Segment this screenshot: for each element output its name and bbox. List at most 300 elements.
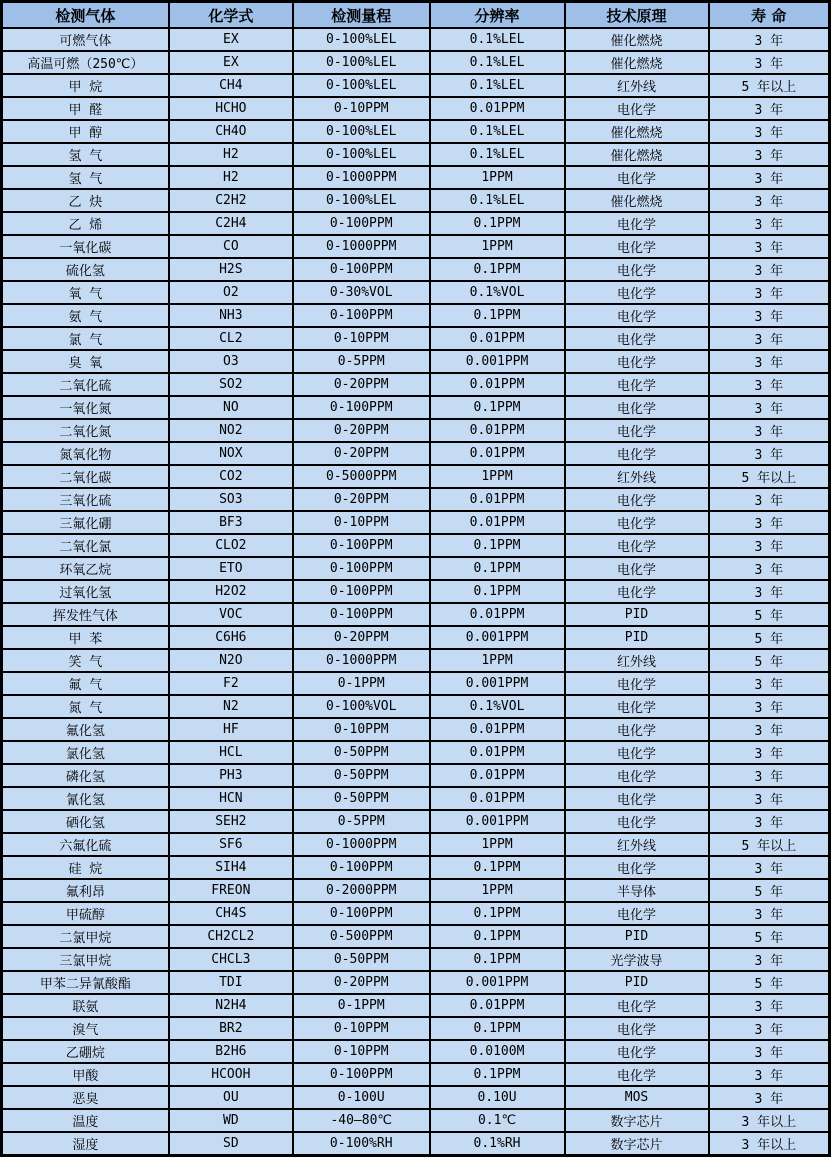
cell-gas: 恶臭 [2,1086,169,1109]
table-row [2,1086,830,1109]
cell-gas: 湿度 [2,1132,169,1156]
cell-range: 0-20PPM [293,373,430,396]
cell-lifespan: 3 年 [709,258,830,281]
cell-gas: 甲 醛 [2,97,169,120]
cell-lifespan: 3 年 [709,672,830,695]
cell-range: 0-10PPM [293,511,430,534]
cell-lifespan: 3 年 [709,948,830,971]
cell-range: 0-50PPM [293,787,430,810]
cell-gas: 乙 烯 [2,212,169,235]
table-row [2,258,830,281]
cell-gas: 一氧化碳 [2,235,169,258]
cell-resolution: 0.01PPM [430,442,565,465]
table-row [2,166,830,189]
cell-range: 0-50PPM [293,948,430,971]
cell-resolution: 0.1℃ [430,1109,565,1132]
cell-resolution: 0.01PPM [430,327,565,350]
cell-resolution: 0.1%VOL [430,281,565,304]
cell-principle: 电化学 [565,741,709,764]
cell-gas: 挥发性气体 [2,603,169,626]
cell-gas: 氰化氢 [2,787,169,810]
cell-formula: VOC [169,603,293,626]
cell-formula: CLO2 [169,534,293,557]
cell-principle: 催化燃烧 [565,189,709,212]
cell-range: 0-5000PPM [293,465,430,488]
cell-resolution: 0.001PPM [430,672,565,695]
cell-range: 0-30%VOL [293,281,430,304]
cell-gas: 乙 炔 [2,189,169,212]
cell-range: 0-100%LEL [293,74,430,97]
cell-formula: NO2 [169,419,293,442]
cell-formula: EX [169,28,293,51]
cell-lifespan: 3 年以上 [709,1132,830,1156]
table-row [2,327,830,350]
cell-range: 0-500PPM [293,925,430,948]
cell-principle: 电化学 [565,350,709,373]
cell-range: 0-100PPM [293,580,430,603]
cell-lifespan: 3 年 [709,97,830,120]
cell-principle: 电化学 [565,212,709,235]
cell-gas: 硒化氢 [2,810,169,833]
cell-gas: 氧 气 [2,281,169,304]
cell-lifespan: 5 年 [709,879,830,902]
cell-resolution: 0.01PPM [430,97,565,120]
table-row [2,948,830,971]
table-row [2,672,830,695]
cell-principle: MOS [565,1086,709,1109]
cell-lifespan: 5 年以上 [709,465,830,488]
cell-resolution: 0.10U [430,1086,565,1109]
cell-gas: 联氨 [2,994,169,1017]
cell-principle: 红外线 [565,465,709,488]
cell-range: 0-100PPM [293,603,430,626]
cell-range: 0-100PPM [293,258,430,281]
cell-formula: O3 [169,350,293,373]
cell-principle: 电化学 [565,304,709,327]
cell-range: 0-100U [293,1086,430,1109]
cell-principle: 催化燃烧 [565,51,709,74]
cell-gas: 六氟化硫 [2,833,169,856]
cell-formula: HCOOH [169,1063,293,1086]
table-row [2,856,830,879]
cell-principle: 电化学 [565,580,709,603]
cell-formula: CHCL3 [169,948,293,971]
cell-lifespan: 3 年 [709,534,830,557]
cell-principle: 电化学 [565,1017,709,1040]
cell-lifespan: 3 年 [709,994,830,1017]
cell-formula: C6H6 [169,626,293,649]
cell-formula: H2 [169,166,293,189]
cell-gas: 二氧化氮 [2,419,169,442]
table-row [2,534,830,557]
cell-gas: 三氧化硫 [2,488,169,511]
cell-resolution: 0.1PPM [430,304,565,327]
cell-lifespan: 3 年 [709,1040,830,1063]
cell-resolution: 0.1PPM [430,557,565,580]
table-row [2,419,830,442]
cell-gas: 二氧化氯 [2,534,169,557]
table-row [2,580,830,603]
column-header-formula: 化学式 [169,2,293,29]
cell-range: 0-100PPM [293,304,430,327]
column-header-resolution: 分辨率 [430,2,565,29]
cell-range: 0-100PPM [293,902,430,925]
cell-formula: WD [169,1109,293,1132]
cell-gas: 氢 气 [2,166,169,189]
cell-formula: C2H4 [169,212,293,235]
cell-lifespan: 3 年 [709,350,830,373]
cell-principle: PID [565,971,709,994]
cell-principle: 红外线 [565,74,709,97]
table-row [2,764,830,787]
cell-principle: 数字芯片 [565,1132,709,1156]
cell-formula: C2H2 [169,189,293,212]
cell-gas: 氨 气 [2,304,169,327]
cell-formula: HCHO [169,97,293,120]
cell-gas: 过氧化氢 [2,580,169,603]
cell-resolution: 0.1PPM [430,856,565,879]
table-row [2,97,830,120]
cell-range: 0-20PPM [293,419,430,442]
cell-resolution: 1PPM [430,235,565,258]
cell-lifespan: 3 年 [709,695,830,718]
cell-resolution: 0.1%LEL [430,74,565,97]
cell-range: 0-100%LEL [293,51,430,74]
cell-lifespan: 3 年 [709,419,830,442]
cell-principle: 催化燃烧 [565,28,709,51]
cell-lifespan: 5 年以上 [709,74,830,97]
cell-range: 0-100PPM [293,534,430,557]
cell-formula: PH3 [169,764,293,787]
cell-gas: 甲苯二异氰酸酯 [2,971,169,994]
cell-lifespan: 3 年 [709,1063,830,1086]
column-header-range: 检测量程 [293,2,430,29]
table-row [2,1109,830,1132]
cell-lifespan: 3 年 [709,902,830,925]
cell-range: 0-10PPM [293,718,430,741]
cell-formula: OU [169,1086,293,1109]
cell-formula: HF [169,718,293,741]
cell-resolution: 0.01PPM [430,787,565,810]
cell-gas: 硅 烷 [2,856,169,879]
cell-resolution: 1PPM [430,465,565,488]
cell-range: 0-20PPM [293,971,430,994]
cell-resolution: 0.01PPM [430,511,565,534]
cell-gas: 乙硼烷 [2,1040,169,1063]
cell-gas: 二氧化硫 [2,373,169,396]
cell-gas: 甲 醇 [2,120,169,143]
cell-lifespan: 3 年 [709,1086,830,1109]
cell-gas: 甲硫醇 [2,902,169,925]
cell-principle: PID [565,603,709,626]
cell-formula: EX [169,51,293,74]
cell-formula: SO2 [169,373,293,396]
table-row [2,695,830,718]
cell-principle: PID [565,925,709,948]
cell-range: 0-100PPM [293,396,430,419]
cell-gas: 三氟化硼 [2,511,169,534]
cell-principle: 电化学 [565,718,709,741]
table-row [2,1017,830,1040]
cell-principle: 光学波导 [565,948,709,971]
cell-formula: BR2 [169,1017,293,1040]
cell-range: 0-100%LEL [293,143,430,166]
cell-range: 0-10PPM [293,1040,430,1063]
cell-lifespan: 3 年 [709,120,830,143]
cell-range: 0-5PPM [293,810,430,833]
cell-principle: 半导体 [565,879,709,902]
table-row [2,442,830,465]
cell-lifespan: 3 年 [709,741,830,764]
cell-principle: PID [565,626,709,649]
cell-formula: FREON [169,879,293,902]
cell-principle: 电化学 [565,327,709,350]
cell-formula: NH3 [169,304,293,327]
cell-lifespan: 3 年 [709,764,830,787]
cell-resolution: 0.1PPM [430,1017,565,1040]
cell-formula: SF6 [169,833,293,856]
cell-gas: 臭 氧 [2,350,169,373]
cell-principle: 电化学 [565,488,709,511]
cell-gas: 一氧化氮 [2,396,169,419]
cell-formula: CH4O [169,120,293,143]
cell-principle: 电化学 [565,557,709,580]
cell-lifespan: 3 年 [709,488,830,511]
cell-principle: 数字芯片 [565,1109,709,1132]
cell-principle: 电化学 [565,258,709,281]
cell-resolution: 1PPM [430,879,565,902]
table-row [2,488,830,511]
cell-range: 0-10PPM [293,97,430,120]
cell-resolution: 0.1PPM [430,948,565,971]
cell-range: 0-100%LEL [293,28,430,51]
cell-resolution: 0.1%LEL [430,143,565,166]
cell-formula: CO2 [169,465,293,488]
cell-lifespan: 3 年 [709,189,830,212]
cell-lifespan: 3 年 [709,166,830,189]
cell-resolution: 0.1%VOL [430,695,565,718]
cell-range: 0-1PPM [293,672,430,695]
cell-principle: 催化燃烧 [565,120,709,143]
cell-formula: CL2 [169,327,293,350]
cell-lifespan: 3 年 [709,327,830,350]
cell-principle: 红外线 [565,649,709,672]
cell-range: 0-100%LEL [293,189,430,212]
cell-gas: 可燃气体 [2,28,169,51]
cell-resolution: 0.1%LEL [430,51,565,74]
cell-lifespan: 3 年 [709,235,830,258]
cell-principle: 电化学 [565,166,709,189]
cell-lifespan: 3 年 [709,511,830,534]
cell-gas: 甲酸 [2,1063,169,1086]
cell-principle: 电化学 [565,695,709,718]
cell-gas: 三氯甲烷 [2,948,169,971]
cell-range: 0-100PPM [293,1063,430,1086]
cell-formula: B2H6 [169,1040,293,1063]
table-row [2,925,830,948]
cell-lifespan: 3 年 [709,580,830,603]
cell-lifespan: 3 年 [709,373,830,396]
cell-resolution: 0.01PPM [430,373,565,396]
cell-principle: 电化学 [565,373,709,396]
cell-formula: SO3 [169,488,293,511]
cell-range: 0-100%LEL [293,120,430,143]
cell-resolution: 0.01PPM [430,764,565,787]
cell-lifespan: 3 年 [709,442,830,465]
cell-formula: BF3 [169,511,293,534]
cell-range: 0-100%RH [293,1132,430,1156]
cell-lifespan: 3 年 [709,396,830,419]
cell-gas: 环氧乙烷 [2,557,169,580]
table-row [2,1132,830,1156]
table-row [2,465,830,488]
cell-resolution: 0.1PPM [430,925,565,948]
cell-principle: 电化学 [565,97,709,120]
table-row [2,212,830,235]
cell-range: 0-10PPM [293,327,430,350]
cell-resolution: 0.1PPM [430,258,565,281]
cell-lifespan: 3 年 [709,718,830,741]
cell-range: 0-2000PPM [293,879,430,902]
table-row [2,189,830,212]
cell-formula: H2S [169,258,293,281]
cell-range: 0-100%VOL [293,695,430,718]
table-row [2,396,830,419]
cell-resolution: 0.01PPM [430,718,565,741]
cell-resolution: 0.1PPM [430,1063,565,1086]
cell-formula: ETO [169,557,293,580]
table-row [2,603,830,626]
cell-resolution: 0.001PPM [430,350,565,373]
cell-formula: N2O [169,649,293,672]
cell-gas: 氯化氢 [2,741,169,764]
table-row [2,718,830,741]
cell-formula: H2 [169,143,293,166]
cell-resolution: 0.1PPM [430,580,565,603]
cell-formula: CH4S [169,902,293,925]
cell-formula: CH2CL2 [169,925,293,948]
cell-gas: 氟利昂 [2,879,169,902]
table-row [2,649,830,672]
header-row [2,2,830,29]
table-row [2,879,830,902]
cell-principle: 电化学 [565,994,709,1017]
cell-gas: 氮氧化物 [2,442,169,465]
table-body [2,28,830,1156]
cell-gas: 温度 [2,1109,169,1132]
cell-formula: H2O2 [169,580,293,603]
table-row [2,235,830,258]
cell-formula: HCL [169,741,293,764]
cell-resolution: 1PPM [430,166,565,189]
cell-resolution: 0.1%LEL [430,28,565,51]
cell-lifespan: 5 年 [709,626,830,649]
table-row [2,971,830,994]
cell-lifespan: 5 年 [709,925,830,948]
cell-resolution: 0.001PPM [430,971,565,994]
cell-gas: 笑 气 [2,649,169,672]
cell-lifespan: 5 年 [709,649,830,672]
cell-lifespan: 5 年 [709,971,830,994]
table-row [2,281,830,304]
cell-gas: 二氧化碳 [2,465,169,488]
cell-lifespan: 3 年 [709,856,830,879]
table-row [2,350,830,373]
table-row [2,557,830,580]
table-row [2,143,830,166]
table-row [2,787,830,810]
cell-gas: 硫化氢 [2,258,169,281]
cell-range: 0-20PPM [293,488,430,511]
cell-formula: N2 [169,695,293,718]
cell-resolution: 0.01PPM [430,994,565,1017]
cell-gas: 溴气 [2,1017,169,1040]
cell-lifespan: 3 年 [709,787,830,810]
table-row [2,994,830,1017]
cell-principle: 电化学 [565,1063,709,1086]
cell-resolution: 0.01PPM [430,741,565,764]
cell-principle: 电化学 [565,1040,709,1063]
cell-lifespan: 3 年 [709,557,830,580]
cell-gas: 氟化氢 [2,718,169,741]
cell-formula: SD [169,1132,293,1156]
table-row [2,1040,830,1063]
cell-lifespan: 3 年 [709,212,830,235]
cell-formula: HCN [169,787,293,810]
cell-range: 0-50PPM [293,741,430,764]
cell-gas: 磷化氢 [2,764,169,787]
cell-principle: 电化学 [565,511,709,534]
cell-principle: 催化燃烧 [565,143,709,166]
cell-gas: 氟 气 [2,672,169,695]
table-row [2,74,830,97]
cell-lifespan: 3 年 [709,304,830,327]
cell-range: 0-100PPM [293,856,430,879]
cell-formula: F2 [169,672,293,695]
cell-principle: 电化学 [565,534,709,557]
cell-range: 0-100PPM [293,212,430,235]
table-row [2,810,830,833]
cell-formula: O2 [169,281,293,304]
cell-resolution: 0.1PPM [430,902,565,925]
cell-formula: NOX [169,442,293,465]
cell-formula: SIH4 [169,856,293,879]
column-header-principle: 技术原理 [565,2,709,29]
cell-principle: 电化学 [565,281,709,304]
cell-lifespan: 3 年 [709,51,830,74]
cell-gas: 氯 气 [2,327,169,350]
table-row [2,28,830,51]
cell-gas: 甲 苯 [2,626,169,649]
cell-lifespan: 3 年以上 [709,1109,830,1132]
cell-formula: CH4 [169,74,293,97]
cell-lifespan: 3 年 [709,1017,830,1040]
cell-resolution: 0.1%LEL [430,120,565,143]
cell-range: 0-100PPM [293,557,430,580]
cell-principle: 电化学 [565,787,709,810]
cell-principle: 电化学 [565,672,709,695]
table-header [2,2,830,29]
cell-resolution: 1PPM [430,833,565,856]
cell-formula: SEH2 [169,810,293,833]
cell-resolution: 0.001PPM [430,626,565,649]
cell-resolution: 0.1%RH [430,1132,565,1156]
cell-lifespan: 3 年 [709,281,830,304]
cell-principle: 电化学 [565,419,709,442]
cell-gas: 氢 气 [2,143,169,166]
cell-resolution: 0.1%LEL [430,189,565,212]
cell-range: 0-50PPM [293,764,430,787]
